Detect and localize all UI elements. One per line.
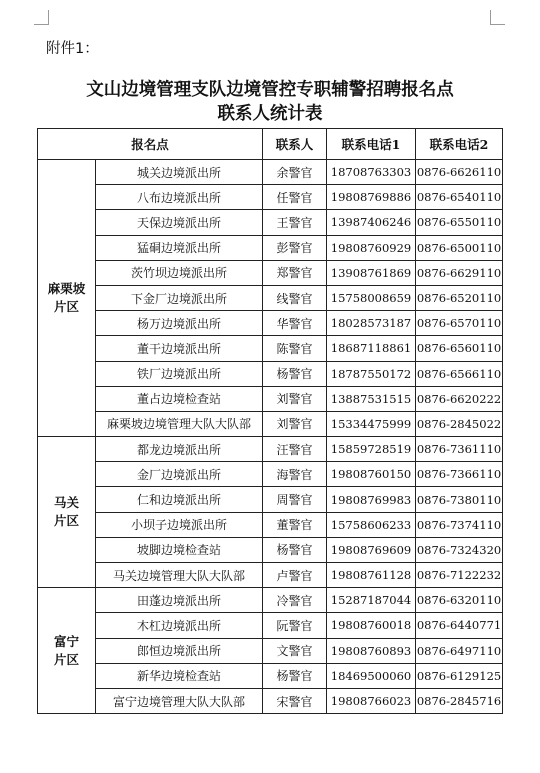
phone2-cell: 0876-6500110 — [416, 235, 503, 260]
phone2-cell: 0876-6570110 — [416, 311, 503, 336]
table-row — [38, 512, 503, 537]
phone1-cell: 19808760018 — [327, 613, 416, 638]
contact-cell: 线警官 — [263, 285, 327, 310]
contact-cell: 周警官 — [263, 487, 327, 512]
table-row — [38, 386, 503, 411]
phone2-cell: 0876-6440771 — [416, 613, 503, 638]
phone1-cell: 15758606233 — [327, 512, 416, 537]
site-cell: 杨万边境派出所 — [96, 311, 263, 336]
phone2-cell: 0876-7324320 — [416, 537, 503, 562]
header-contact: 联系人 — [263, 129, 327, 160]
table-row — [38, 537, 503, 562]
table-row — [38, 613, 503, 638]
phone2-cell: 0876-7361110 — [416, 437, 503, 462]
table-row — [38, 638, 503, 663]
contact-cell: 华警官 — [263, 311, 327, 336]
phone2-cell: 0876-6497110 — [416, 638, 503, 663]
site-cell: 马关边境管理大队大队部 — [96, 563, 263, 588]
contact-cell: 杨警官 — [263, 663, 327, 688]
phone2-cell: 0876-7380110 — [416, 487, 503, 512]
site-cell: 坡脚边境检查站 — [96, 537, 263, 562]
contact-cell: 汪警官 — [263, 437, 327, 462]
site-cell: 八布边境派出所 — [96, 185, 263, 210]
table-row — [38, 437, 503, 462]
site-cell: 茨竹坝边境派出所 — [96, 260, 263, 285]
site-cell: 新华边境检查站 — [96, 663, 263, 688]
region-name-line1: 马关 — [53, 495, 79, 511]
contact-cell: 余警官 — [263, 160, 327, 185]
region-cell — [38, 160, 96, 437]
phone2-cell: 0876-6550110 — [416, 210, 503, 235]
contact-cell: 卢警官 — [263, 563, 327, 588]
region-name-line2: 片区 — [53, 513, 79, 529]
phone2-cell: 0876-7366110 — [416, 462, 503, 487]
phone2-cell: 0876-7122232 — [416, 563, 503, 588]
document-subtitle: 联系人统计表 — [217, 104, 323, 124]
phone2-cell: 0876-6520110 — [416, 285, 503, 310]
phone1-cell: 13987406246 — [327, 210, 416, 235]
site-cell: 天保边境派出所 — [96, 210, 263, 235]
site-cell: 田蓬边境派出所 — [96, 588, 263, 613]
table-row — [38, 588, 503, 613]
region-name-line2: 片区 — [53, 651, 79, 667]
table-row — [38, 563, 503, 588]
phone1-cell: 19808766023 — [327, 688, 416, 713]
phone2-cell: 0876-6626110 — [416, 160, 503, 185]
phone1-cell: 15758008659 — [327, 285, 416, 310]
phone1-cell: 13908761869 — [327, 260, 416, 285]
phone1-cell: 19808760150 — [327, 462, 416, 487]
phone2-cell: 0876-2845022 — [416, 411, 503, 436]
table-row — [38, 311, 503, 336]
site-cell: 麻栗坡边境管理大队大队部 — [96, 411, 263, 436]
phone1-cell: 19808769983 — [327, 487, 416, 512]
phone2-cell: 0876-6320110 — [416, 588, 503, 613]
table-row — [38, 462, 503, 487]
phone1-cell: 19808769886 — [327, 185, 416, 210]
contact-cell: 刘警官 — [263, 386, 327, 411]
phone1-cell: 19808769609 — [327, 537, 416, 562]
header-site: 报名点 — [38, 129, 263, 160]
table-header-row — [38, 129, 503, 160]
table-row — [38, 411, 503, 436]
phone2-cell: 0876-6540110 — [416, 185, 503, 210]
header-phone2: 联系电话2 — [416, 129, 503, 160]
site-cell: 董干边境派出所 — [96, 336, 263, 361]
phone2-cell: 0876-7374110 — [416, 512, 503, 537]
site-cell: 城关边境派出所 — [96, 160, 263, 185]
site-cell: 铁厂边境派出所 — [96, 361, 263, 386]
region-name-line1: 麻栗坡 — [47, 281, 86, 297]
table-row — [38, 185, 503, 210]
phone1-cell: 18469500060 — [327, 663, 416, 688]
contact-cell: 冷警官 — [263, 588, 327, 613]
site-cell: 木杠边境派出所 — [96, 613, 263, 638]
contact-cell: 彭警官 — [263, 235, 327, 260]
phone2-cell: 0876-6566110 — [416, 361, 503, 386]
table-row — [38, 487, 503, 512]
phone1-cell: 18687118861 — [327, 336, 416, 361]
table-row — [38, 663, 503, 688]
phone1-cell: 19808760893 — [327, 638, 416, 663]
contact-cell: 宋警官 — [263, 688, 327, 713]
site-cell: 金厂边境派出所 — [96, 462, 263, 487]
phone1-cell: 19808760929 — [327, 235, 416, 260]
phone1-cell: 15287187044 — [327, 588, 416, 613]
phone2-cell: 0876-6560110 — [416, 336, 503, 361]
contact-cell: 阮警官 — [263, 613, 327, 638]
site-cell: 小坝子边境派出所 — [96, 512, 263, 537]
site-cell: 猛硐边境派出所 — [96, 235, 263, 260]
table-row — [38, 361, 503, 386]
contact-cell: 董警官 — [263, 512, 327, 537]
phone1-cell: 18708763303 — [327, 160, 416, 185]
contact-cell: 杨警官 — [263, 537, 327, 562]
table-row — [38, 688, 503, 713]
contact-cell: 任警官 — [263, 185, 327, 210]
table-row — [38, 160, 503, 185]
region-cell — [38, 437, 96, 588]
phone1-cell: 18787550172 — [327, 361, 416, 386]
phone2-cell: 0876-6629110 — [416, 260, 503, 285]
region-name-line1: 富宁 — [53, 633, 79, 649]
contact-cell: 王警官 — [263, 210, 327, 235]
contact-cell: 文警官 — [263, 638, 327, 663]
site-cell: 富宁边境管理大队大队部 — [96, 688, 263, 713]
site-cell: 下金厂边境派出所 — [96, 285, 263, 310]
contact-cell: 刘警官 — [263, 411, 327, 436]
phone1-cell: 19808761128 — [327, 563, 416, 588]
contact-cell: 海警官 — [263, 462, 327, 487]
crop-mark-top-right — [490, 10, 505, 25]
site-cell: 仁和边境派出所 — [96, 487, 263, 512]
phone2-cell: 0876-6129125 — [416, 663, 503, 688]
region-cell — [38, 588, 96, 714]
site-cell: 郎恒边境派出所 — [96, 638, 263, 663]
table-row — [38, 260, 503, 285]
phone2-cell: 0876-2845716 — [416, 688, 503, 713]
phone2-cell: 0876-6620222 — [416, 386, 503, 411]
contact-cell: 郑警官 — [263, 260, 327, 285]
document-title: 文山边境管理支队边境管控专职辅警招聘报名点 — [86, 80, 454, 100]
header-phone1: 联系电话1 — [327, 129, 416, 160]
contact-cell: 杨警官 — [263, 361, 327, 386]
region-name-line2: 片区 — [53, 299, 79, 315]
site-cell: 董占边境检查站 — [96, 386, 263, 411]
phone1-cell: 15859728519 — [327, 437, 416, 462]
table-row — [38, 235, 503, 260]
attachment-label: 附件1： — [46, 41, 99, 57]
contacts-table — [37, 128, 503, 714]
table-row — [38, 210, 503, 235]
contact-cell: 陈警官 — [263, 336, 327, 361]
crop-mark-top-left — [34, 10, 49, 25]
table-row — [38, 285, 503, 310]
table-body — [38, 160, 503, 714]
site-cell: 都龙边境派出所 — [96, 437, 263, 462]
phone1-cell: 18028573187 — [327, 311, 416, 336]
table-row — [38, 336, 503, 361]
phone1-cell: 13887531515 — [327, 386, 416, 411]
phone1-cell: 15334475999 — [327, 411, 416, 436]
